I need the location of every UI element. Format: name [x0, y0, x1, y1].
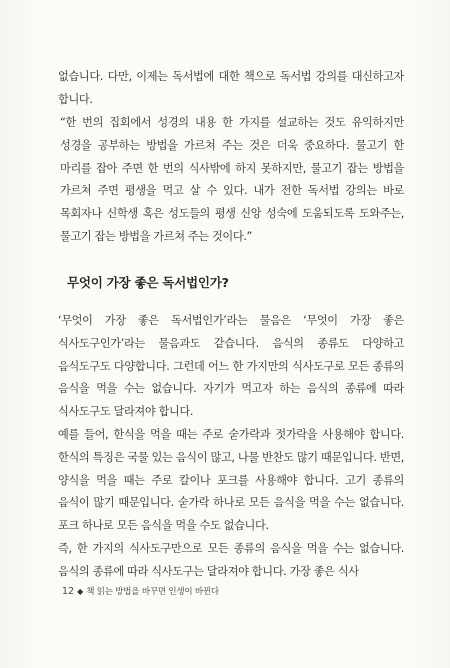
paragraph-body-2: 예를 들어, 한식을 먹을 때는 주로 숟가락과 젓가락을 사용해야 합니다. 한식의 특징은 국물 있는 음식이 많고, 나물 반찬도 많기 때문입니다. 반면, 양식을 먹을 때는 주로 칼이나 포크를 사용해야 합니다. 고기 종류의 음식이 많기 때문입니다. 숟가락 하나로 모든 음식을 먹을 수는 없습니다. 포크 하나로 모든 음식을 먹을 수도 없습니다. — [58, 428, 404, 533]
section-heading: 무엇이 가장 좋은 독서법인가? — [67, 275, 229, 290]
block-quote: “한 번의 집회에서 성경의 내용 한 가지를 설교하는 것도 유익하지만 성경을 공부하는 방법을 가르쳐 주는 것은 더욱 중요하다. 물고기 한 마리를 잡아 주면 한 번의 식사밖에 하지 못하지만, 물고기 잡는 방법을 가르쳐 주면 평생을 먹고 살 수 있다. 내가 전한 독서법 강의는 바로 목회자나 신학생 혹은 성도들의 평생 신앙 성숙에 도움되도록 도와주는, 물고기 잡는 방법을 가르쳐 주는 것이다.” — [60, 116, 404, 243]
page-footer — [62, 585, 219, 597]
running-title: 책 읽는 방법을 바꾸면 인생이 바뀐다 — [86, 587, 219, 597]
paragraph-intro: 없습니다. 다만, 이제는 독서법에 대한 책으로 독서법 강의를 대신하고자 합니다. — [58, 70, 404, 106]
paragraph-body-1: ‘무엇이 가장 좋은 독서법인가’라는 물음은 ‘무엇이 가장 좋은 식사도구인가’라는 물음과도 같습니다. 음식의 종류도 다양하고 음식도구도 다양합니다. 그런데 어느 한 가지만의 식사도구로 모든 종류의 음식을 먹을 수는 없습니다. 자기가 먹고자 하는 음식의 종류에 따라 식사도구도 달라져야 합니다. — [58, 314, 404, 419]
page-number: 12 — [62, 585, 75, 597]
diamond-ornament-icon: ◆ — [77, 586, 84, 596]
paragraph-body-3: 즉, 한 가지의 식사도구만으로 모든 종류의 음식을 먹을 수는 없습니다. 음식의 종류에 따라 식사도구는 달라져야 합니다. 가장 좋은 식사 — [58, 542, 404, 578]
